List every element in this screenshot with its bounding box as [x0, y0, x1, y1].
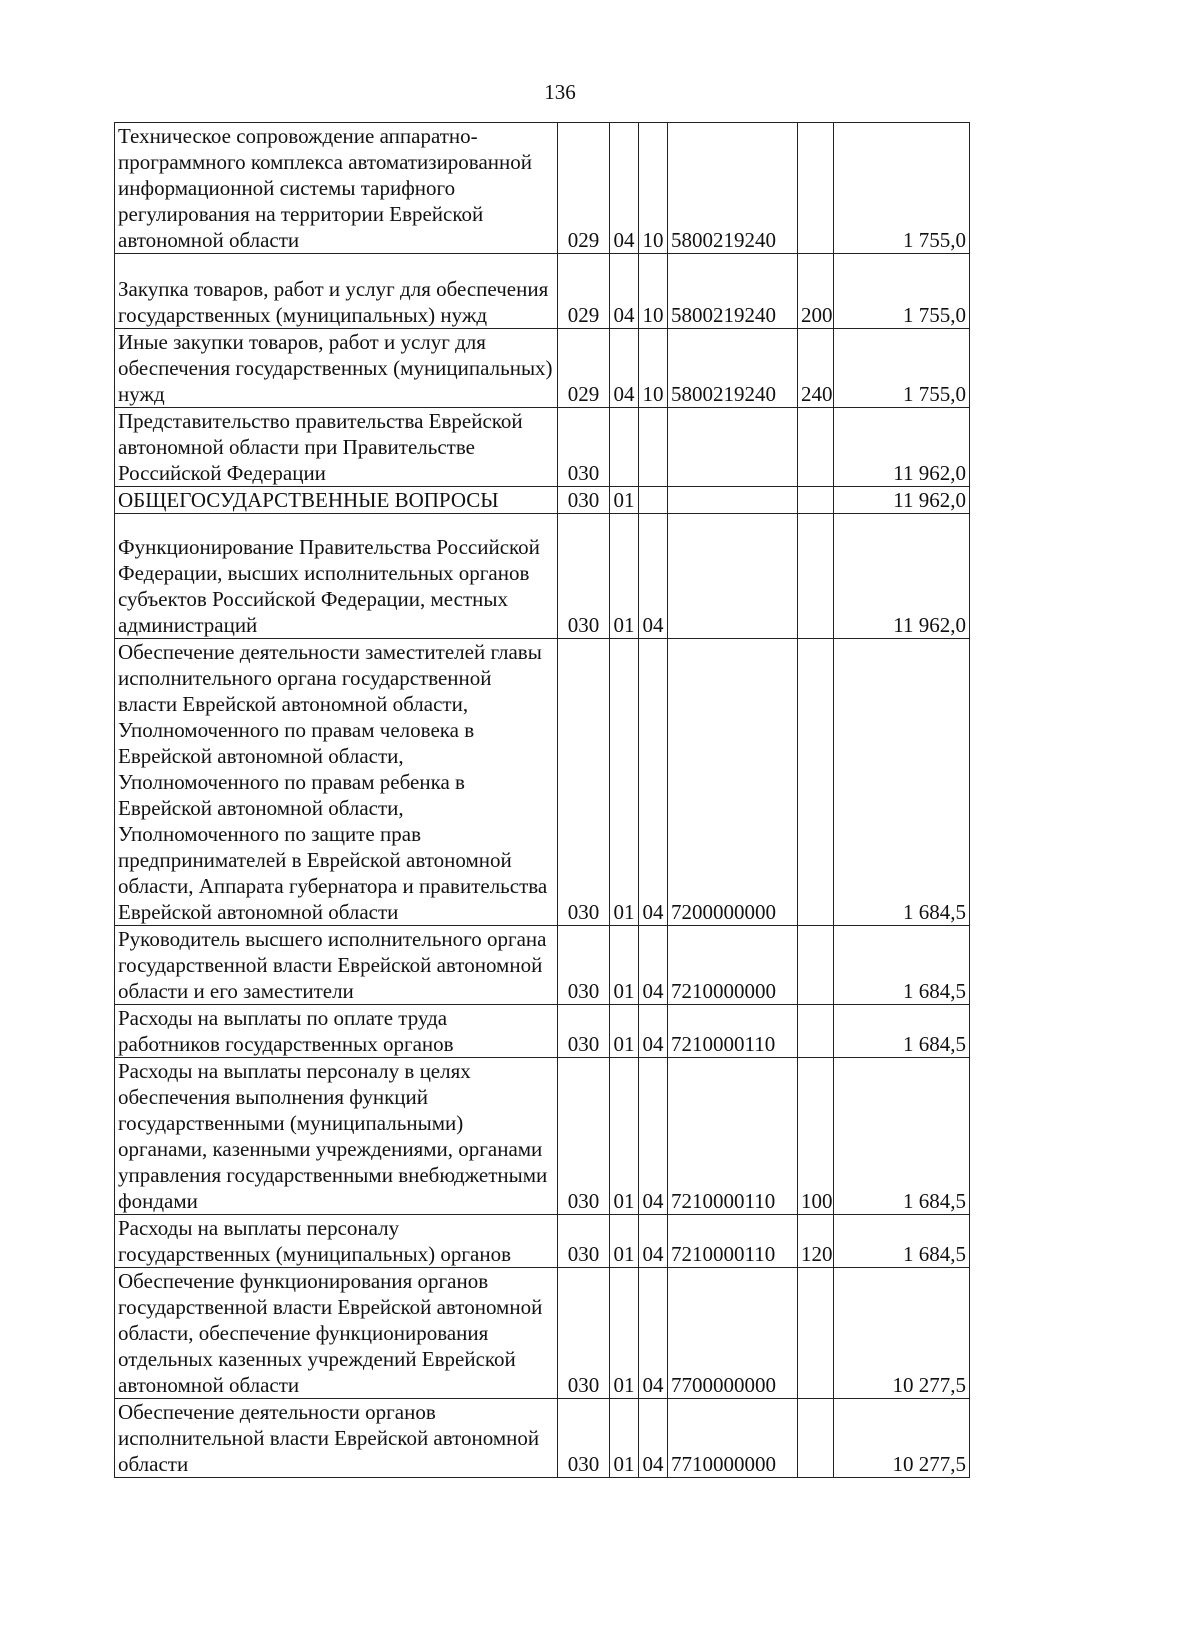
target-article-code: 7210000000	[668, 926, 798, 1005]
table-row	[115, 487, 970, 514]
section-code: 01	[610, 1005, 639, 1058]
row-name: Обеспечение деятельности заместителей главы исполнительного органа государственной власти Еврейской автономной области, Уполномоченного по правам человека в Еврейской автономной области, Уполномоченного по правам ребенка в Еврейской автономной области, Уполномоченного по защите прав предпринимателей в Еврейской автономной области, Аппарата губернатора и правительства Еврейской автономной области	[115, 639, 558, 926]
amount-value: 10 277,5	[834, 1399, 970, 1478]
table-row	[115, 254, 970, 329]
amount-value: 1 755,0	[834, 329, 970, 408]
row-name: Расходы на выплаты персоналу в целях обеспечения выполнения функций государственными (муниципальными) органами, казенными учреждениями, органами управления государственными внебюджетными фондами	[115, 1058, 558, 1215]
table-row	[115, 1005, 970, 1058]
target-article-code	[668, 408, 798, 487]
target-article-code: 7210000110	[668, 1005, 798, 1058]
ministry-code: 030	[558, 487, 610, 514]
target-article-code: 5800219240	[668, 254, 798, 329]
table-row	[115, 123, 970, 254]
row-name: Закупка товаров, работ и услуг для обеспечения государственных (муниципальных) нужд	[115, 254, 558, 329]
subsection-code: 04	[639, 1058, 668, 1215]
section-code: 01	[610, 1268, 639, 1399]
expense-type-code	[798, 514, 834, 639]
expense-type-code	[798, 639, 834, 926]
amount-value: 1 684,5	[834, 926, 970, 1005]
section-code: 04	[610, 254, 639, 329]
amount-value: 10 277,5	[834, 1268, 970, 1399]
ministry-code: 030	[558, 1268, 610, 1399]
row-name: Техническое сопровождение аппаратно-программного комплекса автоматизированной информационной системы тарифного регулирования на территории Еврейской автономной области	[115, 123, 558, 254]
expense-type-code: 200	[798, 254, 834, 329]
table-row	[115, 408, 970, 487]
ministry-code: 030	[558, 514, 610, 639]
ministry-code: 029	[558, 123, 610, 254]
subsection-code: 10	[639, 254, 668, 329]
amount-value: 1 755,0	[834, 254, 970, 329]
subsection-code: 04	[639, 1005, 668, 1058]
amount-value: 1 684,5	[834, 1058, 970, 1215]
expense-type-code: 100	[798, 1058, 834, 1215]
row-name: Расходы на выплаты по оплате труда работников государственных органов	[115, 1005, 558, 1058]
target-article-code: 7210000110	[668, 1215, 798, 1268]
target-article-code: 7710000000	[668, 1399, 798, 1478]
row-name: Расходы на выплаты персоналу государственных (муниципальных) органов	[115, 1215, 558, 1268]
amount-value: 11 962,0	[834, 408, 970, 487]
target-article-code: 7700000000	[668, 1268, 798, 1399]
table-row	[115, 639, 970, 926]
ministry-code: 030	[558, 1215, 610, 1268]
expense-type-code	[798, 1399, 834, 1478]
subsection-code	[639, 487, 668, 514]
table-row	[115, 1399, 970, 1478]
amount-value: 1 684,5	[834, 1215, 970, 1268]
target-article-code: 7210000110	[668, 1058, 798, 1215]
row-name: Руководитель высшего исполнительного органа государственной власти Еврейской автономной области и его заместители	[115, 926, 558, 1005]
subsection-code: 04	[639, 1215, 668, 1268]
row-name: Иные закупки товаров, работ и услуг для обеспечения государственных (муниципальных) нужд	[115, 329, 558, 408]
section-code: 01	[610, 926, 639, 1005]
expense-type-code: 120	[798, 1215, 834, 1268]
target-article-code	[668, 487, 798, 514]
row-name: ОБЩЕГОСУДАРСТВЕННЫЕ ВОПРОСЫ	[115, 487, 558, 514]
section-code: 04	[610, 123, 639, 254]
expense-type-code	[798, 487, 834, 514]
target-article-code: 5800219240	[668, 329, 798, 408]
subsection-code	[639, 408, 668, 487]
ministry-code: 029	[558, 254, 610, 329]
row-name: Представительство правительства Еврейской автономной области при Правительстве Российской Федерации	[115, 408, 558, 487]
subsection-code: 04	[639, 1399, 668, 1478]
ministry-code: 030	[558, 408, 610, 487]
subsection-code: 04	[639, 926, 668, 1005]
expense-type-code	[798, 926, 834, 1005]
ministry-code: 030	[558, 639, 610, 926]
amount-value: 11 962,0	[834, 514, 970, 639]
section-code: 01	[610, 639, 639, 926]
ministry-code: 030	[558, 1005, 610, 1058]
subsection-code: 04	[639, 1268, 668, 1399]
section-code: 01	[610, 1058, 639, 1215]
section-code: 01	[610, 487, 639, 514]
page-number: 136	[544, 80, 576, 104]
subsection-code: 04	[639, 639, 668, 926]
table-row	[115, 1268, 970, 1399]
row-name: Обеспечение деятельности органов исполнительной власти Еврейской автономной области	[115, 1399, 558, 1478]
table-row	[115, 1215, 970, 1268]
expense-type-code: 240	[798, 329, 834, 408]
section-code	[610, 408, 639, 487]
budget-table	[114, 122, 970, 1478]
ministry-code: 030	[558, 926, 610, 1005]
table-row	[115, 1058, 970, 1215]
amount-value: 11 962,0	[834, 487, 970, 514]
section-code: 01	[610, 514, 639, 639]
table-row	[115, 329, 970, 408]
subsection-code: 04	[639, 514, 668, 639]
section-code: 04	[610, 329, 639, 408]
row-name: Обеспечение функционирования органов государственной власти Еврейской автономной области, обеспечение функционирования отдельных казенных учреждений Еврейской автономной области	[115, 1268, 558, 1399]
target-article-code: 5800219240	[668, 123, 798, 254]
table-row	[115, 926, 970, 1005]
ministry-code: 030	[558, 1058, 610, 1215]
subsection-code: 10	[639, 123, 668, 254]
amount-value: 1 755,0	[834, 123, 970, 254]
table-row	[115, 514, 970, 639]
expense-type-code	[798, 1005, 834, 1058]
section-code: 01	[610, 1399, 639, 1478]
expense-type-code	[798, 123, 834, 254]
amount-value: 1 684,5	[834, 639, 970, 926]
target-article-code: 7200000000	[668, 639, 798, 926]
target-article-code	[668, 514, 798, 639]
ministry-code: 030	[558, 1399, 610, 1478]
row-name: Функционирование Правительства Российской Федерации, высших исполнительных органов субъектов Российской Федерации, местных администраций	[115, 514, 558, 639]
amount-value: 1 684,5	[834, 1005, 970, 1058]
section-code: 01	[610, 1215, 639, 1268]
expense-type-code	[798, 1268, 834, 1399]
expense-type-code	[798, 408, 834, 487]
subsection-code: 10	[639, 329, 668, 408]
ministry-code: 029	[558, 329, 610, 408]
